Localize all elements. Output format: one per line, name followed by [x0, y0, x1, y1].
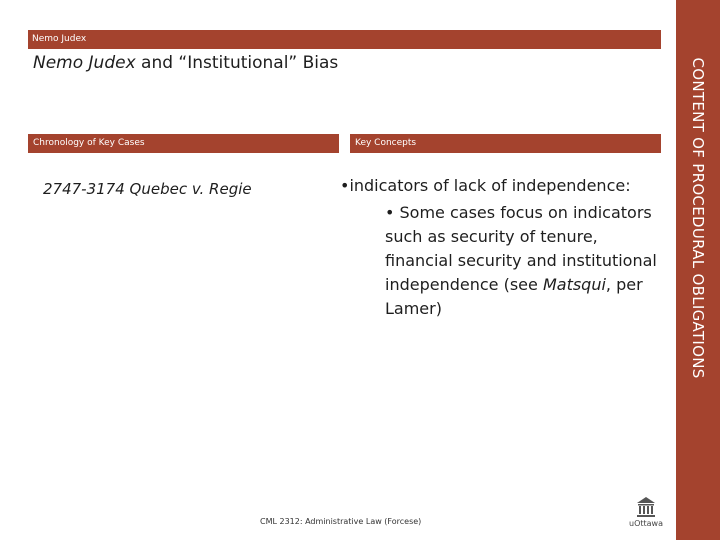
concept-level2: [385, 201, 665, 321]
section-header-bar: [28, 30, 661, 49]
key-concepts-column-header: [350, 134, 661, 153]
key-concepts-list: [340, 174, 665, 321]
slide-title-italic: Nemo Judex: [33, 53, 136, 73]
chronology-column-label: Chronology of Key Cases: [33, 138, 145, 148]
logo-text: uOttawa: [629, 519, 663, 528]
section-header-label: Nemo Judex: [32, 34, 87, 44]
key-concepts-column-label: Key Concepts: [355, 138, 417, 148]
side-banner-text: CONTENT OF PROCEDURAL OBLIGATIONS: [689, 57, 707, 379]
case-name: Quebec v. Regie: [129, 180, 252, 198]
concept-level2-italic: Matsqui: [542, 275, 606, 294]
slide-title: [33, 53, 338, 73]
university-logo: [624, 496, 668, 530]
chronology-column-header: [28, 134, 339, 153]
case-entry: [43, 180, 252, 198]
concept-level2-end: , per Lamer): [385, 275, 643, 318]
case-citation: 2747-3174: [43, 180, 125, 198]
building-columns-icon: [636, 496, 656, 518]
slide-footer: CML 2312: Administrative Law (Forcese): [260, 517, 422, 526]
concept-level2-text: • Some cases focus on indicators such as security of tenure, financial security and institutional independence (see: [385, 203, 657, 294]
slide-title-rest: and “Institutional” Bias: [135, 53, 339, 73]
concept-level1: •indicators of lack of independence:: [340, 176, 631, 195]
